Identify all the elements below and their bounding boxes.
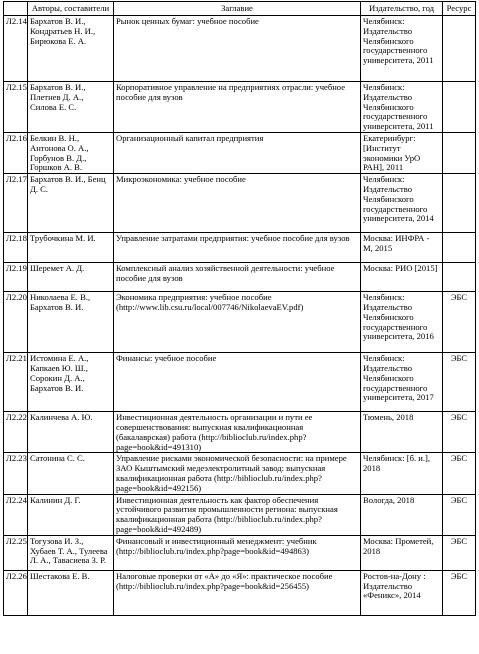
row-authors: Шеремет А. Д. xyxy=(28,263,114,292)
row-publisher: Челябинск: Издательство Челябинского государственного университета, 2011 xyxy=(361,82,443,133)
row-authors: Белкин В. Н., Антонова О. А., Горбунов В. Д., Горшков А. В. xyxy=(28,132,114,173)
header-publisher: Издательство, год xyxy=(361,2,443,16)
row-resource xyxy=(443,174,476,233)
row-title: Организационный капитал предприятия xyxy=(114,132,361,173)
row-resource xyxy=(443,233,476,263)
row-publisher: Екатеринбург: [Институт экономики УрО РАН], 2011 xyxy=(361,132,443,173)
row-num: Л2.16 xyxy=(4,132,28,173)
row-publisher: Челябинск: [б. и.], 2018 xyxy=(361,453,443,494)
row-title: Инвестиционная деятельность как фактор обеспечения устойчивого развития промышленности региона: выпускная квалификационная работа (http://biblioclub.ru/index.php?page=book&id=492489) xyxy=(114,494,361,535)
header-resource: Ресурс xyxy=(443,2,476,16)
row-title: Налоговые проверки от «А» до «Я»: практическое пособие (http://biblioclub.ru/index.php?page=book&id=256455) xyxy=(114,570,361,615)
row-authors: Николаева Е. В., Бархатов В. И. xyxy=(28,292,114,353)
row-resource: ЭБС xyxy=(443,412,476,453)
row-publisher: Челябинск: Издательство Челябинского государственного университета, 2016 xyxy=(361,292,443,353)
table-row xyxy=(4,82,476,133)
row-num: Л2.25 xyxy=(4,535,28,570)
row-authors: Бархатов В. И., Плетнев Д. А., Силова Е. С. xyxy=(28,82,114,133)
row-title: Рынок ценных бумаг: учебное пособие xyxy=(114,16,361,82)
table-row xyxy=(4,233,476,263)
row-num: Л2.18 xyxy=(4,233,28,263)
row-authors: Бархатов В. И., Бенц Д. С. xyxy=(28,174,114,233)
table-row xyxy=(4,412,476,453)
row-title: Управление рисками экономической безопасности: на примере ЗАО Кыштымский медеэлектролитный завод: выпускная квалификационная работа (http://biblioclub.ru/index.php?page=book&id=492156) xyxy=(114,453,361,494)
row-num: Л2.17 xyxy=(4,174,28,233)
bibliography-table xyxy=(3,1,476,616)
row-authors: Сатонина С. С. xyxy=(28,453,114,494)
row-publisher: Вологда, 2018 xyxy=(361,494,443,535)
table-row xyxy=(4,353,476,412)
row-authors: Тогузова И. З., Хубаев Т. А., Тулеева Л. А., Тавасиева З. Р. xyxy=(28,535,114,570)
row-num: Л2.23 xyxy=(4,453,28,494)
table-row xyxy=(4,570,476,615)
row-authors: Шестакова Е. В. xyxy=(28,570,114,615)
row-publisher: Челябинск: Издательство Челябинского государственного университета, 2014 xyxy=(361,174,443,233)
row-resource: ЭБС xyxy=(443,535,476,570)
row-publisher: Москва: РИО [2015] xyxy=(361,263,443,292)
row-resource: ЭБС xyxy=(443,570,476,615)
row-num: Л2.19 xyxy=(4,263,28,292)
table-row xyxy=(4,132,476,173)
row-resource: ЭБС xyxy=(443,453,476,494)
header-num xyxy=(4,2,28,16)
row-title: Управление затратами предприятия: учебное пособие для вузов xyxy=(114,233,361,263)
table-row xyxy=(4,494,476,535)
row-title: Комплексный анализ хозяйственной деятельности: учебное пособие для вузов xyxy=(114,263,361,292)
row-title: Корпоративное управление на предприятиях отрасли: учебное пособие для вузов xyxy=(114,82,361,133)
row-authors: Трубочкина М. И. xyxy=(28,233,114,263)
row-publisher: Тюмень, 2018 xyxy=(361,412,443,453)
row-num: Л2.21 xyxy=(4,353,28,412)
table-row xyxy=(4,292,476,353)
row-authors: Калинин Д. Г. xyxy=(28,494,114,535)
row-resource: ЭБС xyxy=(443,353,476,412)
table-row xyxy=(4,453,476,494)
row-authors: Бархатов В. И., Кондратьев Н. И., Бирюкова Е. А. xyxy=(28,16,114,82)
row-title: Финансовый и инвестиционный менеджмент: учебник (http://biblioclub.ru/index.php?page=book&id=494863) xyxy=(114,535,361,570)
row-publisher: Челябинск: Издательство Челябинского государственного университета, 2011 xyxy=(361,16,443,82)
row-title: Экономика предприятия: учебное пособие (http://www.lib.csu.ru/local/007746/NikolaevaEV.pdf) xyxy=(114,292,361,353)
table-row xyxy=(4,174,476,233)
row-resource xyxy=(443,132,476,173)
row-resource xyxy=(443,82,476,133)
row-resource: ЭБС xyxy=(443,494,476,535)
row-publisher: Челябинск: Издательство Челябинского государственного университета, 2017 xyxy=(361,353,443,412)
row-title: Инвестиционная деятельность организации и пути ее совершенствования: выпускная квалификационная (бакалаврская) работа (http://biblioclub.ru/index.php?page=book&id=491310) xyxy=(114,412,361,453)
table-row xyxy=(4,16,476,82)
row-resource xyxy=(443,263,476,292)
table-row xyxy=(4,263,476,292)
table-row xyxy=(4,535,476,570)
row-publisher: Москва: Прометей, 2018 xyxy=(361,535,443,570)
row-num: Л2.15 xyxy=(4,82,28,133)
row-num: Л2.20 xyxy=(4,292,28,353)
row-authors: Истомина Е. А., Капкаев Ю. Ш., Сорокин Д. А., Бархатов В. И. xyxy=(28,353,114,412)
row-resource: ЭБС xyxy=(443,292,476,353)
table-header-row xyxy=(4,2,476,16)
row-num: Л2.22 xyxy=(4,412,28,453)
row-title: Микроэкономика: учебное пособие xyxy=(114,174,361,233)
header-title: Заглавие xyxy=(114,2,361,16)
row-title: Финансы: учебное пособие xyxy=(114,353,361,412)
row-num: Л2.24 xyxy=(4,494,28,535)
row-resource xyxy=(443,16,476,82)
row-publisher: Ростов-на-Дону : Издательство «Феникс», 2014 xyxy=(361,570,443,615)
row-publisher: Москва: ИНФРА - М, 2015 xyxy=(361,233,443,263)
row-num: Л2.14 xyxy=(4,16,28,82)
row-num: Л2.26 xyxy=(4,570,28,615)
header-authors: Авторы, составители xyxy=(28,2,114,16)
row-authors: Калинчева А. Ю. xyxy=(28,412,114,453)
